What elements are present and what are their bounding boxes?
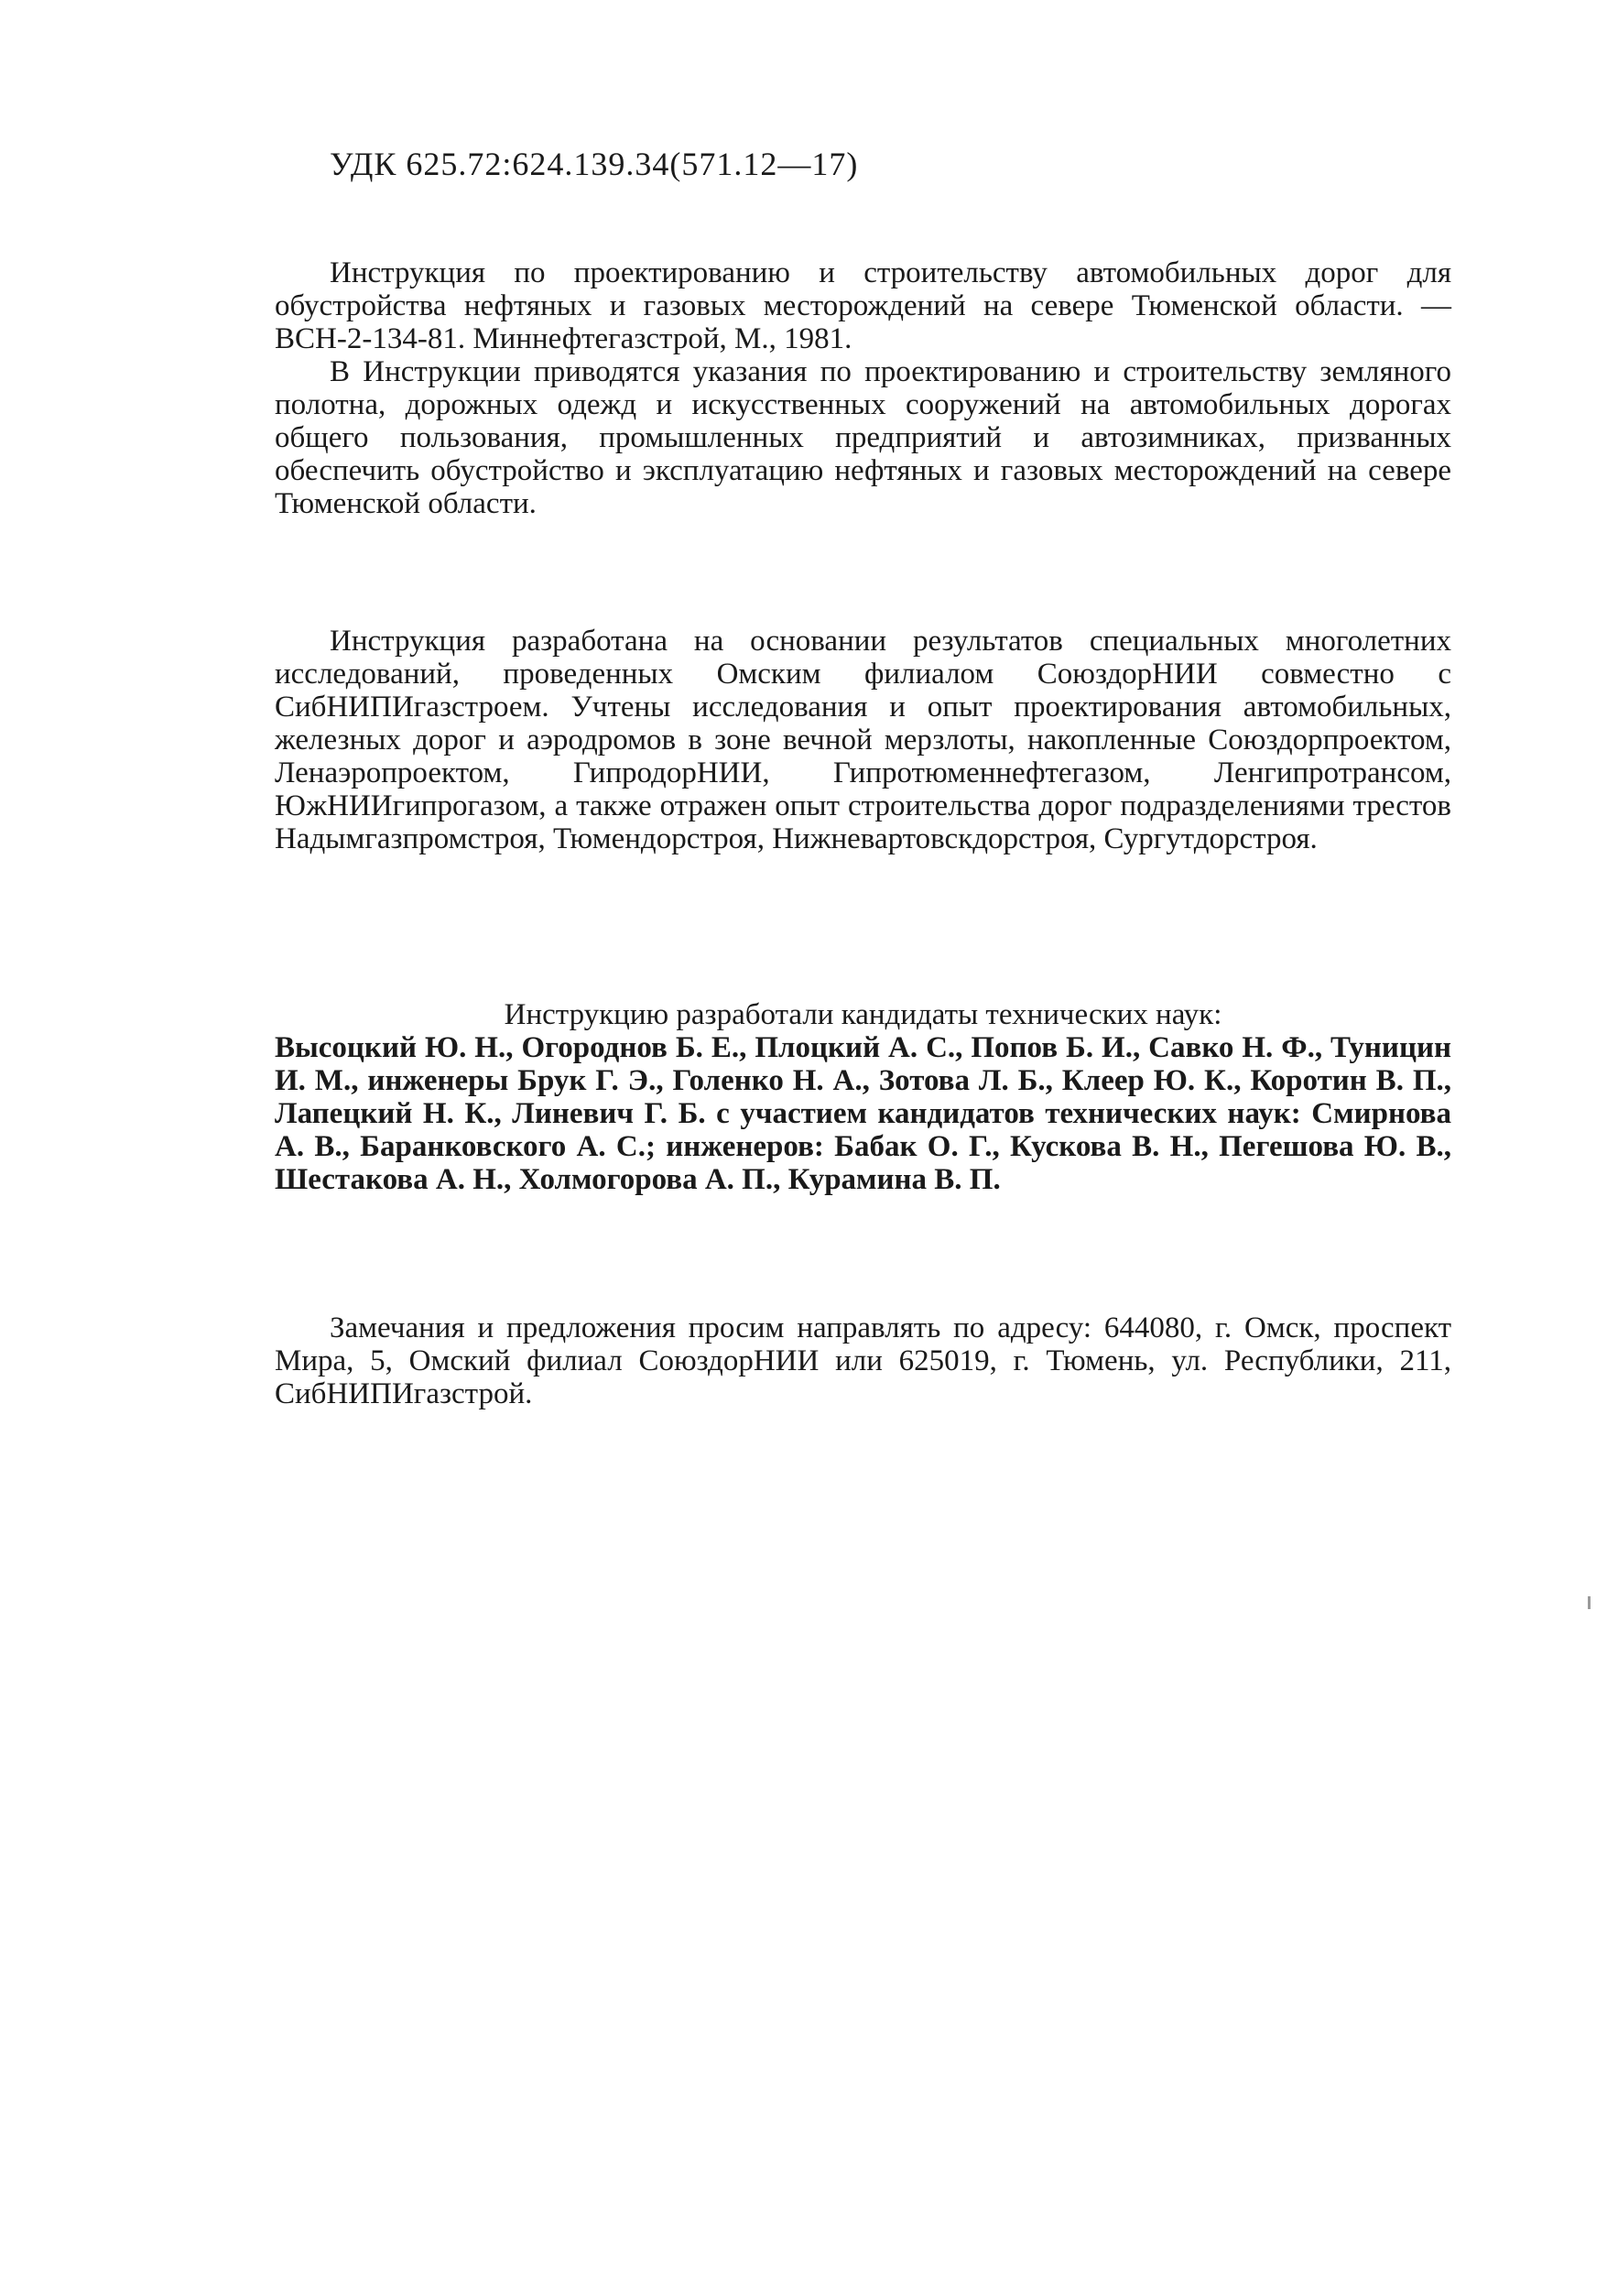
development-basis <box>275 625 1451 855</box>
authors-section <box>275 998 1451 1196</box>
udk-code: УДК 625.72:624.139.34(571.12—17) <box>330 146 859 182</box>
authors-list: Высоцкий Ю. Н., Огороднов Б. Е., Плоцкий А. С., Попов Б. И., Савко Н. Ф., Туницин И. М., инженеры Брук Г. Э., Голенко Н. А., Зотова Л. Б., Клеер Ю. К., Коротин В. П., Лапецкий Н. К., Линевич Г. Б. с участием кандидатов технических наук: Смирнова А. В., Баранковского А. С.; инженеров: Бабак О. Г., Кускова В. Н., Пегешова Ю. В., Шестакова А. Н., Холмогорова А. П., Курамина В. П. <box>275 1031 1451 1196</box>
annotation-section <box>275 256 1451 520</box>
scan-mark <box>1588 1596 1591 1609</box>
authors-heading: Инструкцию разработали кандидаты технических наук: <box>504 998 1222 1031</box>
remarks-paragraph: Замечания и предложения просим направлять по адресу: 644080, г. Омск, проспект Мира, 5, Омский филиал СоюздорНИИ или 625019, г. Тюмень, ул. Республики, 211, СибНИПИгазстрой. <box>275 1311 1451 1410</box>
bibliographic-description: Инструкция по проектированию и строительству автомобильных дорог для обустройства нефтяных и газовых месторождений на севере Тюменской области. —ВСН-2-134-81. Миннефтегазстрой, М., 1981. <box>275 256 1451 355</box>
basis-paragraph: Инструкция разработана на основании результатов специальных многолетних исследований, проведенных Омским филиалом СоюздорНИИ совместно с СибНИПИгазстроем. Учтены исследования и опыт проектирования автомобильных, железных дорог и аэродромов в зоне вечной мерзлоты, накопленные Союздорпроектом, Ленаэропроектом, ГипродорНИИ, Гипротюменнефтегазом, Ленгипротрансом, ЮжНИИгипрогазом, а также отражен опыт строительства дорог подразделениями трестов Надымгазпромстроя, Тюмендорстроя, Нижневартовскдорстроя, Сургутдорстроя. <box>275 625 1451 855</box>
remarks-section <box>275 1311 1451 1410</box>
annotation-summary: В Инструкции приводятся указания по проектированию и строительству земляного полотна, дорожных одежд и искусственных сооружений на автомобильных дорогах общего пользования, промышленных предприятий и автозимниках, призванных обеспечить обустройство и эксплуатацию нефтяных и газовых месторождений на севере Тюменской области. <box>275 355 1451 520</box>
